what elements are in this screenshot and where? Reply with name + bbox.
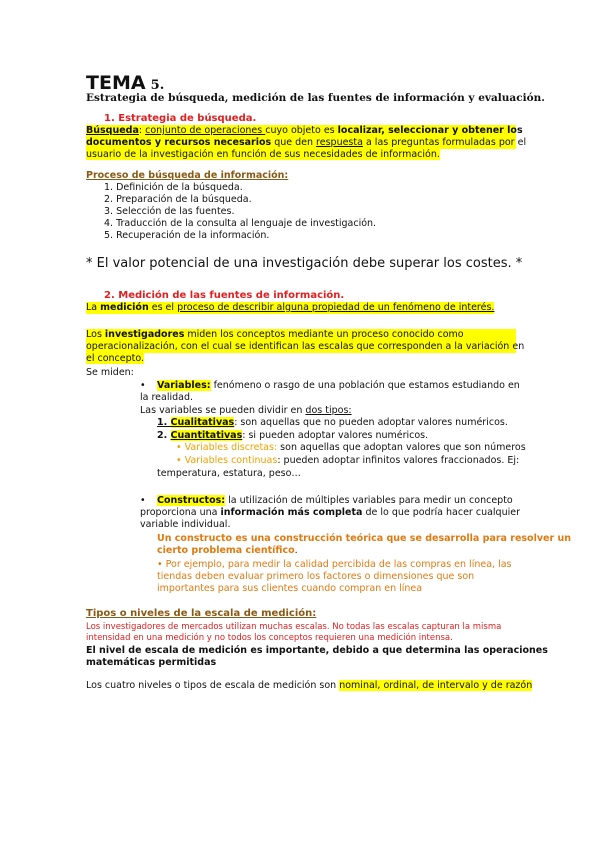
colon: : bbox=[138, 125, 146, 136]
search-def-a: conjunto de operaciones bbox=[145, 125, 266, 136]
continuous-text: : pueden adoptar infinitos valores fraccionados. Ej: bbox=[277, 455, 520, 466]
example-line-3: importantes para sus clientes cuando compran en línea bbox=[157, 583, 423, 594]
measurement-term: medición bbox=[100, 302, 149, 313]
operationalization-paragraph bbox=[86, 329, 525, 365]
measurement-definition bbox=[86, 302, 494, 314]
scale-levels bbox=[86, 680, 532, 692]
construct-definition-2 bbox=[157, 545, 298, 557]
quantitative-item bbox=[157, 430, 428, 442]
continuous-item: • Variables continuas: pueden adoptar infinitos valores fraccionados. Ej: bbox=[176, 455, 520, 466]
constructs-2a: proporciona una bbox=[140, 507, 221, 518]
title-main: TEMA bbox=[86, 72, 146, 94]
variables-text-2: la realidad. bbox=[140, 392, 194, 403]
def-text: proceso de describir alguna propiedad de un fenómeno de interés. bbox=[177, 302, 495, 313]
section-1-heading: 1. Estrategia de búsqueda. bbox=[104, 113, 257, 124]
op-b: miden los conceptos mediante un proceso conocido como bbox=[184, 329, 464, 340]
search-def-f: respuesta bbox=[316, 137, 363, 148]
constructs-2b: información más completa bbox=[220, 507, 363, 518]
continuous-label: Variables continuas bbox=[184, 455, 278, 466]
levels-list: nominal, ordinal, de intervalo y de razón bbox=[339, 680, 533, 691]
researchers-term: investigadores bbox=[104, 329, 185, 340]
process-heading: Proceso de búsqueda de información: bbox=[86, 170, 289, 181]
quantitative-label: Cuantitativas bbox=[170, 430, 243, 441]
discrete-item: • Variables discretas: son aquellas que adoptan valores que son números bbox=[176, 442, 526, 453]
process-step: 2. Preparación de la búsqueda. bbox=[104, 194, 252, 205]
measured-label: Se miden: bbox=[86, 367, 134, 378]
search-def-e: que den bbox=[271, 137, 317, 148]
constructs-label: Constructos: bbox=[157, 495, 226, 506]
scale-bold-1: El nivel de escala de medición es importante, debido a que determina las operaciones bbox=[86, 645, 548, 656]
continuous-example: temperatura, estatura, peso… bbox=[157, 468, 301, 479]
process-step: 4. Traducción de la consulta al lenguaje de investigación. bbox=[104, 218, 377, 229]
discrete-label: Variables discretas: bbox=[184, 442, 278, 453]
qualitative-text: : son aquellas que no pueden adoptar valores numéricos. bbox=[234, 417, 508, 428]
title-number: 5. bbox=[150, 78, 165, 93]
page-title bbox=[86, 72, 164, 94]
search-def-h: usuario de la investigación en función de sus necesidades de información. bbox=[86, 149, 440, 160]
variables-text: fenómeno o rasgo de una población que estamos estudiando en bbox=[210, 380, 520, 391]
search-definition bbox=[86, 125, 527, 161]
op-a: Los bbox=[86, 329, 105, 340]
example-line-1: • Por ejemplo, para medir la calidad percibida de las compras en línea, las bbox=[157, 559, 512, 570]
levels-text: Los cuatro niveles o tipos de escala de medición son bbox=[86, 680, 340, 691]
division-text: Las variables se pueden dividir en bbox=[140, 405, 306, 416]
variables-item bbox=[157, 380, 520, 392]
construct-def-2: cierto problema científico bbox=[157, 545, 295, 556]
constructs-2c: de lo que podría hacer cualquier bbox=[362, 507, 520, 518]
search-term: Búsqueda bbox=[86, 125, 139, 136]
scale-bold-2: matemáticas permitidas bbox=[86, 657, 217, 668]
qualitative-item bbox=[157, 417, 508, 429]
scale-heading: Tipos o niveles de la escala de medición: bbox=[86, 608, 317, 619]
search-def-d: documentos y recursos necesarios bbox=[86, 137, 272, 148]
search-def-g: a las preguntas formuladas por el bbox=[362, 137, 527, 148]
qual-num: 1. bbox=[157, 417, 171, 428]
constructs-text: la utilización de múltiples variables para medir un concepto bbox=[225, 495, 513, 506]
op-d: el concepto. bbox=[86, 353, 145, 364]
def-prefix: La bbox=[86, 302, 101, 313]
constructs-text-2 bbox=[140, 507, 520, 519]
op-c: operacionalización, con el cual se identifican las escalas que corresponden a la variación en bbox=[86, 341, 525, 352]
cost-statement: * El valor potencial de una investigación debe superar los costes. * bbox=[86, 256, 523, 271]
page-subtitle: Estrategia de búsqueda, medición de las fuentes de información y evaluación. bbox=[86, 92, 545, 104]
example-line-2: tiendas deben evaluar primero los factores o dimensiones que son bbox=[157, 571, 475, 582]
process-step: 1. Definición de la búsqueda. bbox=[104, 182, 243, 193]
search-def-c: localizar, seleccionar y obtener los bbox=[337, 125, 523, 136]
search-def-b: cuyo objeto es bbox=[265, 125, 338, 136]
qualitative-label: Cualitativas bbox=[170, 417, 235, 428]
variables-label: Variables: bbox=[157, 380, 211, 391]
bullet-icon: • bbox=[140, 380, 146, 391]
variables-division bbox=[140, 405, 352, 417]
quan-num: 2. bbox=[157, 430, 171, 441]
def-mid: es el bbox=[148, 302, 178, 313]
scale-text-1: Los investigadores de mercados utilizan muchas escalas. No todas las escalas capturan la misma bbox=[86, 622, 502, 632]
construct-def-period: . bbox=[294, 545, 298, 556]
process-step: 3. Selección de las fuentes. bbox=[104, 206, 235, 217]
constructs-item bbox=[157, 495, 513, 507]
bullet-icon: • bbox=[140, 495, 146, 506]
process-step: 5. Recuperación de la información. bbox=[104, 230, 270, 241]
two-types: dos tipos: bbox=[305, 405, 352, 416]
section-2-heading: 2. Medición de las fuentes de información. bbox=[104, 290, 345, 301]
construct-definition-1: Un constructo es una construcción teórica que se desarrolla para resolver un bbox=[157, 533, 571, 544]
scale-text-2: intensidad en una medición y no todos los conceptos requieren una medición intensa. bbox=[86, 633, 453, 643]
quantitative-text: : si pueden adoptar valores numéricos. bbox=[242, 430, 429, 441]
discrete-text: son aquellas que adoptan valores que son números bbox=[277, 442, 526, 453]
process-steps bbox=[104, 182, 484, 242]
constructs-text-3: variable individual. bbox=[140, 519, 231, 530]
